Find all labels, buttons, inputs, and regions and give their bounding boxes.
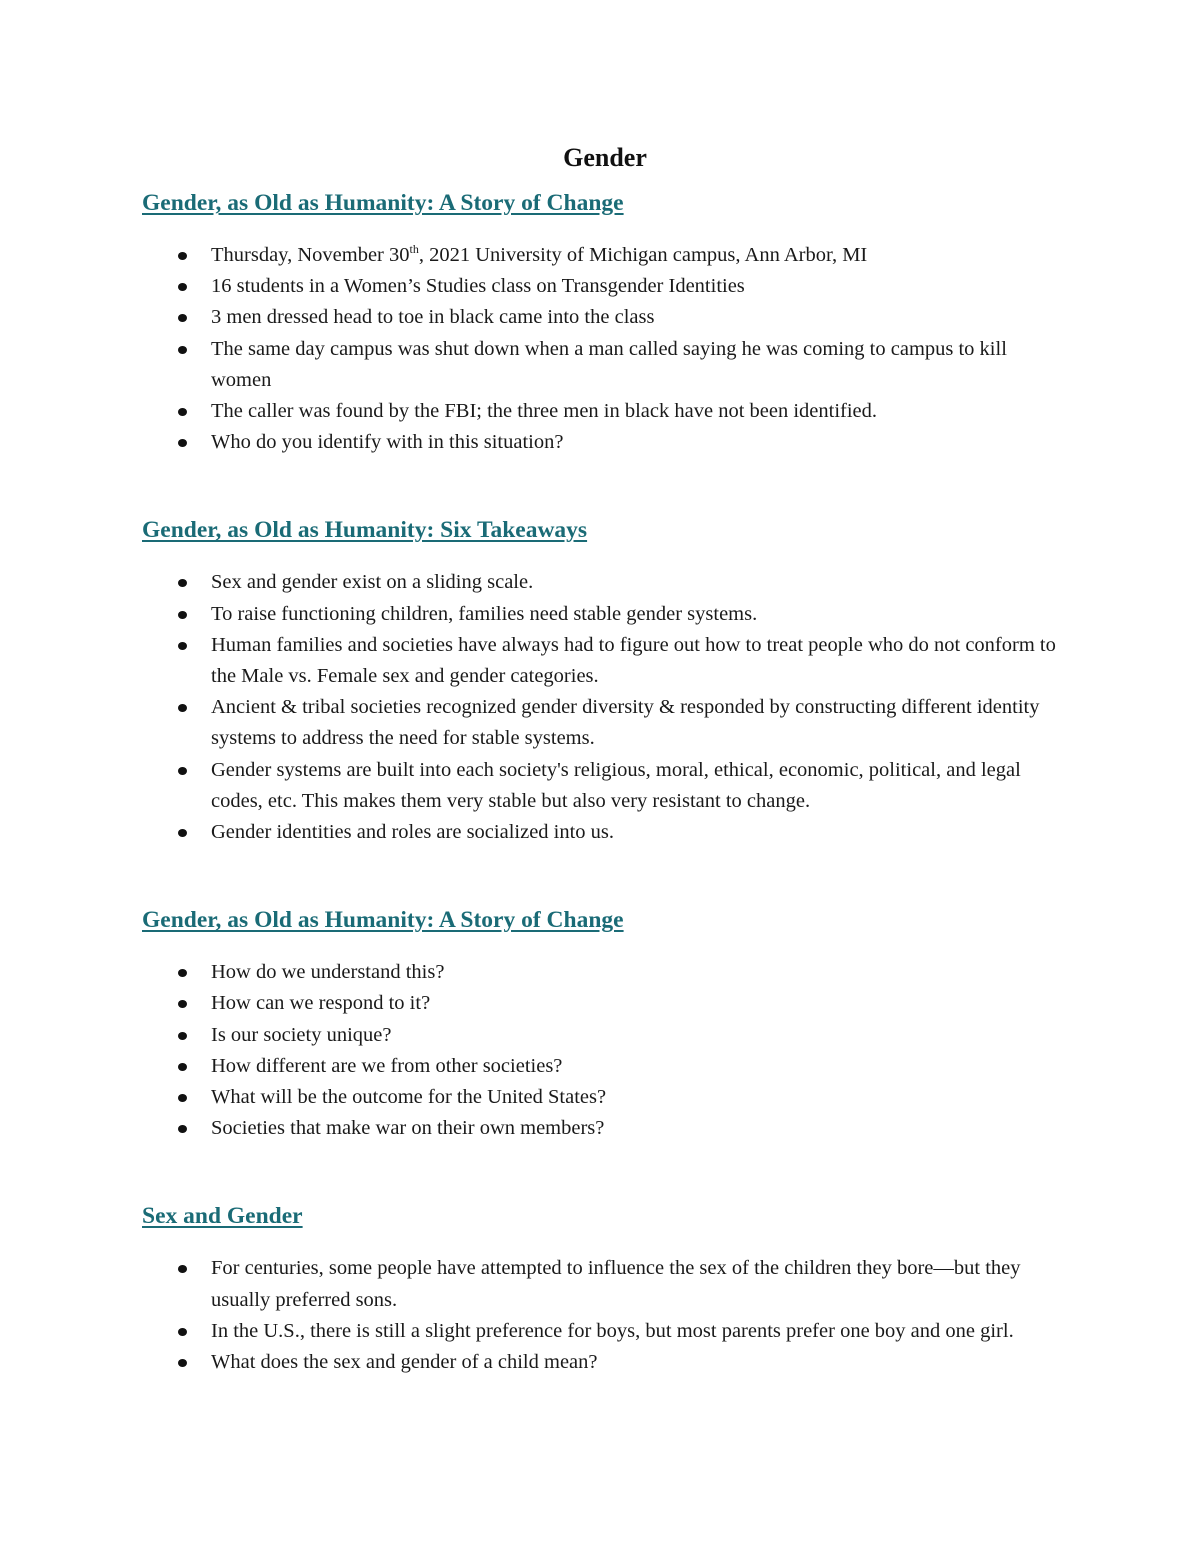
list-item <box>142 1113 1062 1144</box>
list-item-text: Who do you identify with in this situation? <box>211 431 564 454</box>
bullet-icon <box>178 439 187 447</box>
bullet-icon <box>178 767 187 775</box>
list-item-text: In the U.S., there is still a slight preference for boys, but most parents prefer one boy and one girl. <box>211 1319 1014 1342</box>
list-item-text: How different are we from other societies? <box>211 1054 563 1077</box>
list-item-text: , 2021 University of Michigan campus, Ann Arbor, MI <box>418 244 868 266</box>
list-item-text: Societies that make war on their own members? <box>211 1117 605 1140</box>
bullet-icon <box>178 704 187 712</box>
bullet-list <box>142 957 1062 1144</box>
bullet-icon <box>178 829 187 837</box>
bullet-icon <box>178 611 187 619</box>
list-item-text: Human families and societies have always had to figure out how to treat people who do not conform to the Male vs. Female sex and gender categories. <box>211 633 1056 688</box>
bullet-list <box>142 567 1062 848</box>
bullet-icon <box>178 1094 187 1102</box>
list-item-text: The caller was found by the FBI; the three men in black have not been identified. <box>211 400 878 423</box>
document-page <box>142 140 1062 1378</box>
bullet-list <box>142 240 1062 458</box>
list-item-text: To raise functioning children, families need stable gender systems. <box>211 602 758 625</box>
list-item <box>142 427 1062 458</box>
bullet-icon <box>178 346 187 354</box>
bullet-icon <box>178 314 187 322</box>
bullet-icon <box>178 283 187 291</box>
list-item-text: For centuries, some people have attempted to influence the sex of the children they bore—but they usually preferred sons. <box>211 1257 1021 1311</box>
list-item-text: 3 men dressed head to toe in black came into the class <box>211 306 655 329</box>
bullet-icon <box>178 1000 187 1008</box>
section-heading: Gender, as Old as Humanity: A Story of Change <box>142 190 624 216</box>
list-item-text: Is our society unique? <box>211 1023 392 1046</box>
bullet-icon <box>178 1359 187 1367</box>
list-item-text: How do we understand this? <box>211 961 445 984</box>
section-sex-and-gender <box>142 1200 1062 1378</box>
list-item-text: How can we respond to it? <box>211 992 431 1015</box>
list-item <box>142 567 1062 598</box>
list-item-text: 16 students in a Women’s Studies class on Transgender Identities <box>211 275 745 298</box>
bullet-icon <box>178 1032 187 1040</box>
bullet-icon <box>178 1265 187 1273</box>
list-item <box>142 599 1062 630</box>
list-item <box>142 334 1062 396</box>
list-item <box>142 692 1062 754</box>
list-item <box>142 1316 1062 1347</box>
section-heading: Sex and Gender <box>142 1203 303 1230</box>
section-six-takeaways <box>142 514 1062 848</box>
list-item-text: Thursday, November 30 <box>211 244 410 266</box>
list-item <box>142 240 1062 271</box>
list-item <box>142 1020 1062 1051</box>
bullet-icon <box>178 579 187 587</box>
list-item <box>142 755 1062 817</box>
section-heading: Gender, as Old as Humanity: A Story of Change <box>142 907 624 934</box>
bullet-icon <box>178 1063 187 1071</box>
bullet-icon <box>178 969 187 977</box>
bullet-list <box>142 1253 1062 1378</box>
list-item <box>142 817 1062 848</box>
list-item <box>142 396 1062 427</box>
list-item-text: Gender identities and roles are socialized into us. <box>211 821 615 844</box>
list-item-text: What will be the outcome for the United States? <box>211 1086 607 1109</box>
bullet-icon <box>178 408 187 416</box>
list-item <box>142 630 1062 692</box>
list-item <box>142 271 1062 302</box>
list-item-text: Sex and gender exist on a sliding scale. <box>211 571 534 594</box>
list-item <box>142 1347 1062 1378</box>
bullet-icon <box>178 1328 187 1336</box>
section-story-of-change-2 <box>142 904 1062 1144</box>
document-title: Gender <box>563 143 647 172</box>
list-item-text: The same day campus was shut down when a man called saying he was coming to campus to kill women <box>211 337 1007 391</box>
list-item <box>142 988 1062 1019</box>
list-item <box>142 1051 1062 1082</box>
bullet-icon <box>178 642 187 650</box>
bullet-icon <box>178 252 187 260</box>
section-story-of-change <box>142 187 1062 458</box>
list-item-text: What does the sex and gender of a child mean? <box>211 1351 598 1374</box>
list-item <box>142 957 1062 988</box>
list-item-text: Ancient & tribal societies recognized gender diversity & responded by constructing different identity systems to address the need for stable systems. <box>211 696 1040 750</box>
list-item-text: Gender systems are built into each society's religious, moral, ethical, economic, political, and legal codes, etc. This makes them very stable but also very resistant to change. <box>211 758 1021 812</box>
superscript-text: th <box>409 242 419 257</box>
list-item <box>142 1082 1062 1113</box>
bullet-icon <box>178 1125 187 1133</box>
section-heading: Gender, as Old as Humanity: Six Takeaways <box>142 517 588 544</box>
list-item <box>142 302 1062 333</box>
list-item <box>142 1253 1062 1315</box>
